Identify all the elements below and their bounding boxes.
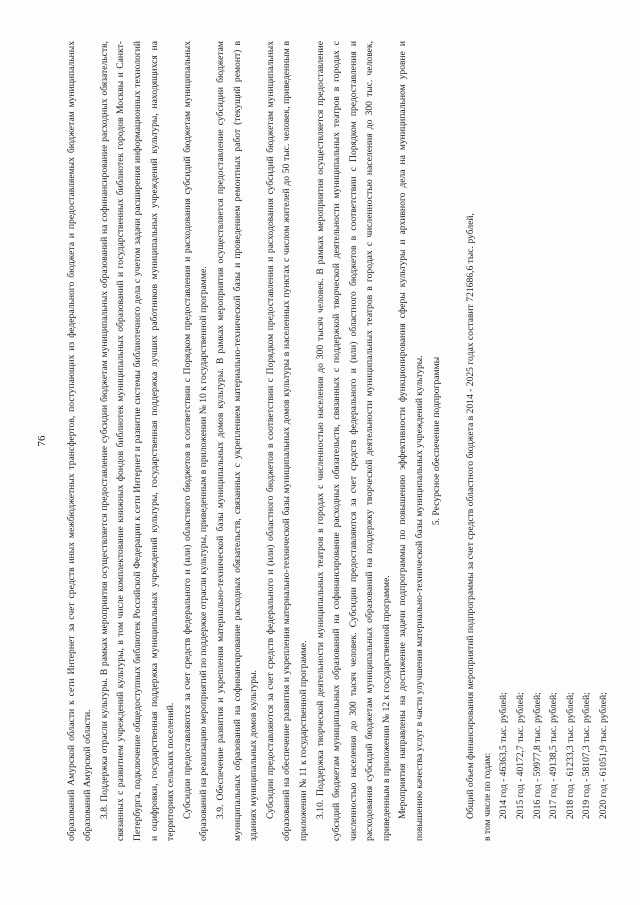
- funding-year-item: 2015 год - 40172,7 тыс. рублей;: [515, 692, 527, 819]
- funding-subhead: в том числе по годам:: [481, 752, 493, 841]
- page-body: [34, 41, 613, 841]
- funding-year-item: 2019 год - 58107,3 тыс. рублей;: [581, 692, 593, 819]
- funding-intro: Общий объем финансирования мероприятий подпрограммы за счет средств областного бюджета в 2014 - 2025 годах составит 721686,6 тыс. рублей,: [465, 213, 477, 819]
- body-paragraph: Субсидии предоставляются за счет средств федерального и (или) областного бюджетов в соответствии с Порядком предоставления и расходования субсидий бюджетам муниципальных образований на обеспечение развития и укрепления материально-технической базы муниципальных домов культуры в населенных пунктах с числом жителей до 50 тыс. человек, приведенным в приложении № 11 к государственной программе.: [264, 41, 309, 841]
- body-paragraph: 3.8. Поддержка отрасли культуры. В рамках мероприятия осуществляется предоставление субсидии бюджетам муниципальных образований на софинансирование расходных обязательств, связанных с развитием учреждений культуры, в том числе комплектование книжных фондов библиотек муниципальных образований и государственных библиотек городов Москвы и Санкт-Петербурга, подключение общедоступных библиотек Российской Федерации к сети Интернет и развитие системы библиотечного дела с учетом задачи расширения информационных технологий и оцифровки, государственная поддержка муниципальных учреждений культуры, государственная поддержка лучших работников муниципальных учреждений культуры, находящихся на территориях сельских поселений.: [98, 41, 177, 841]
- funding-year-item: 2016 год - 59977,8 тыс. рублей;: [531, 692, 543, 819]
- funding-year-item: 2014 год - 46363,5 тыс. рублей;: [498, 692, 510, 819]
- body-paragraphs: [64, 41, 429, 841]
- funding-year-item: 2017 год - 49138,5 тыс. рублей;: [548, 692, 560, 819]
- body-paragraph: образований Амурской области к сети Интернет за счет средств иных межбюджетных трансфертов, поступающих из федерального бюджета и предоставляемых бюджетам муниципальных образований Амурской области.: [65, 41, 94, 841]
- funding-year-item: 2020 год - 61051,9 тыс. рублей;: [598, 692, 609, 819]
- body-paragraph: 3.10. Поддержка творческой деятельности муниципальных театров в городах с численностью населения до 300 тысяч человек. В рамках мероприятия осуществляется предоставление субсидий бюджетам муниципальных образований на софинансирование расходных обязательств, связанных с поддержкой творческой деятельности муниципальных театров в городах с численностью населения до 300 тысяч человек. Субсидии предоставляются за счет средств федерального и (или) областного бюджетов в соответствии с Порядком предоставления и расходования субсидий бюджетам муниципальных образований на поддержку творческой деятельности муниципальных театров в городах с численностью населения до 300 тыс. человек, приведенным в приложении № 12 к государственной программе.: [314, 41, 392, 841]
- funding-years-list: [496, 41, 612, 841]
- body-paragraph: Мероприятия направлены на достижение задачи подпрограммы по повышению эффективности функционирования сферы культуры и архивного дела на муниципальном уровне и повышению качества услуг в части улучшения материально-технической базы муниципальных учреждений культуры.: [397, 41, 426, 841]
- body-paragraph: 3.9. Обеспечение развития и укрепления материально-технической базы муниципальных домов культуры. В рамках мероприятия осуществляется предоставление субсидии бюджетам муниципальных образований на софинансирование расходных обязательств, связанных с укреплением материально-технической базы и проведением ремонтных работ (текущий ремонт) в зданиях муниципальных домов культуры.: [214, 41, 260, 841]
- body-paragraph: Субсидии предоставляются за счет средств федерального и (или) областного бюджетов в соответствии с Порядком предоставления и расходования субсидий бюджетам муниципальных образований на реализацию мероприятий по поддержке отрасли культуры, приведенным в приложении № 10 к государственной программе.: [181, 41, 210, 841]
- funding-year-item: 2018 год - 61233,3 тыс. рублей;: [564, 692, 576, 819]
- section-heading: 5. Ресурсное обеспечение подпрограммы: [430, 356, 442, 526]
- page-number: 76: [36, 435, 48, 447]
